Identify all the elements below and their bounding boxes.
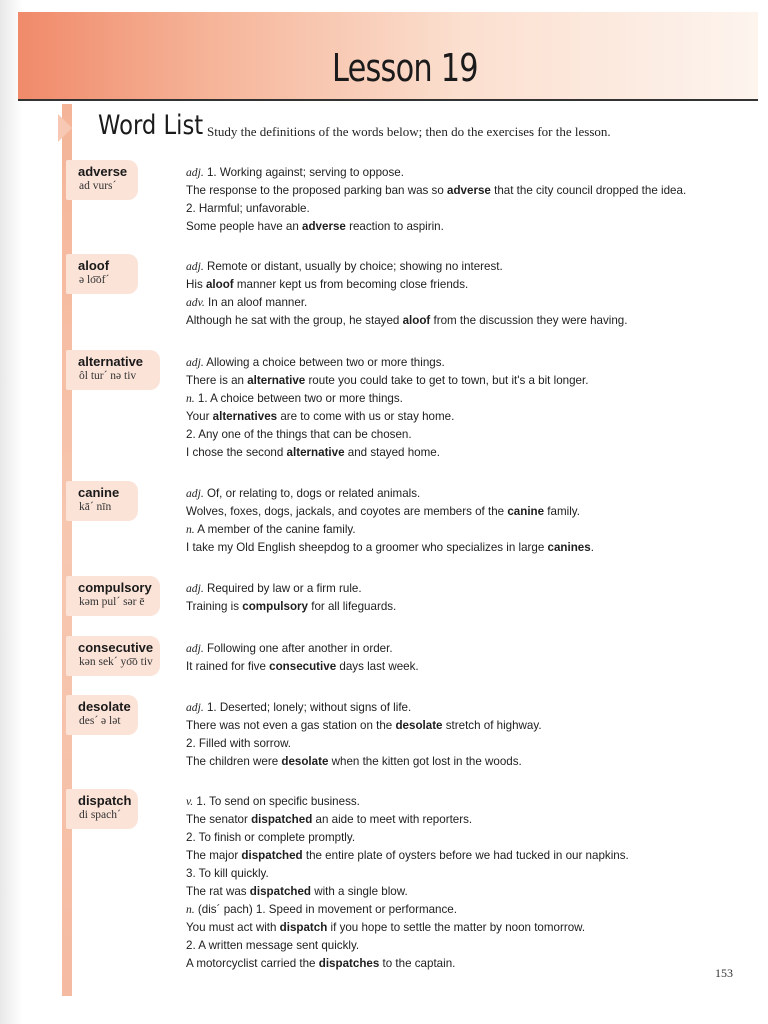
definitions <box>186 258 627 330</box>
definition-line: adj. Remote or distant, usually by choice; showing no interest. <box>186 260 503 273</box>
definition-line: The response to the proposed parking ban was so adverse that the city council dropped the idea. <box>186 184 687 197</box>
definition-line: You must act with dispatch if you hope to settle the matter by noon tomorrow. <box>186 921 586 934</box>
definition-line: adj. Following one after another in order. <box>186 642 393 655</box>
page-number: 153 <box>715 966 733 980</box>
definition-line: 2. A written message sent quickly. <box>186 939 360 952</box>
definition-line: n. 1. A choice between two or more things. <box>186 392 403 405</box>
pronunciation: des´ ə lət <box>79 715 121 727</box>
pronunciation: kā´ nīn <box>79 501 112 513</box>
pronunciation: ə lo͞of´ <box>79 274 110 286</box>
definition-line: His aloof manner kept us from becoming close friends. <box>186 278 469 291</box>
word-list-heading: Word List <box>98 110 204 141</box>
definition-line: adj. 1. Working against; serving to oppose. <box>186 166 404 179</box>
side-bar <box>62 104 72 996</box>
header-rule <box>18 99 758 101</box>
pronunciation: kən sek´ yo͞o tiv <box>79 656 153 668</box>
definition-line: The major dispatched the entire plate of oysters before we had tucked in our napkins. <box>186 849 629 862</box>
definition-line: adj. Of, or relating to, dogs or related animals. <box>186 487 421 500</box>
definition-line: A motorcyclist carried the dispatches to the captain. <box>186 957 456 970</box>
definition-line: 2. Filled with sorrow. <box>186 737 292 750</box>
definitions <box>186 699 542 771</box>
pronunciation: kəm pul´ sər ē <box>79 596 145 608</box>
headword: consecutive <box>78 640 154 655</box>
definition-line: 2. Harmful; unfavorable. <box>186 202 310 215</box>
definition-line: 3. To kill quickly. <box>186 867 269 880</box>
definitions <box>186 485 594 557</box>
definitions <box>186 793 629 973</box>
page-left-edge <box>0 0 22 1024</box>
definition-line: n. (dis´ pach) 1. Speed in movement or performance. <box>186 903 457 916</box>
definition-line: adj. 1. Deserted; lonely; without signs of life. <box>186 701 412 714</box>
headword: dispatch <box>78 793 132 808</box>
definitions <box>186 640 419 676</box>
chevron-icon <box>58 114 72 142</box>
pronunciation: ôl tur´ nə tiv <box>79 370 137 382</box>
definitions <box>186 580 396 616</box>
headword: alternative <box>78 354 144 369</box>
definition-line: 2. To finish or complete promptly. <box>186 831 356 844</box>
definition-line: The rat was dispatched with a single blow. <box>186 885 408 898</box>
definitions <box>186 354 588 462</box>
definition-line: Some people have an adverse reaction to aspirin. <box>186 220 444 233</box>
definition-line: 2. Any one of the things that can be chosen. <box>186 428 412 441</box>
definition-line: I chose the second alternative and stayed home. <box>186 446 440 459</box>
definition-line: I take my Old English sheepdog to a groomer who specializes in large canines. <box>186 541 594 554</box>
definition-line: adv. In an aloof manner. <box>186 296 308 309</box>
headword: canine <box>78 485 120 500</box>
headword: adverse <box>78 164 128 179</box>
definition-line: Wolves, foxes, dogs, jackals, and coyotes are members of the canine family. <box>186 505 580 518</box>
definition-line: The children were desolate when the kitten got lost in the woods. <box>186 755 522 768</box>
word-list-instructions: Study the definitions of the words below; then do the exercises for the lesson. <box>207 124 611 139</box>
headword: desolate <box>78 699 131 714</box>
headword: compulsory <box>78 580 152 595</box>
definition-line: The senator dispatched an aide to meet with reporters. <box>186 813 473 826</box>
pronunciation: ad vurs´ <box>79 180 117 192</box>
definition-line: Training is compulsory for all lifeguards. <box>186 600 397 613</box>
definition-line: There was not even a gas station on the desolate stretch of highway. <box>186 719 542 732</box>
definition-line: Although he sat with the group, he stayed aloof from the discussion they were having. <box>186 314 628 327</box>
definition-line: n. A member of the canine family. <box>186 523 356 536</box>
definition-line: It rained for five consecutive days last week. <box>186 660 419 673</box>
pronunciation: di spach´ <box>79 809 121 821</box>
definition-line: adj. Required by law or a firm rule. <box>186 582 362 595</box>
definition-line: Your alternatives are to come with us or stay home. <box>186 410 455 423</box>
headword: aloof <box>78 258 110 273</box>
definitions <box>186 164 686 236</box>
definition-line: adj. Allowing a choice between two or more things. <box>186 356 445 369</box>
definition-line: There is an alternative route you could take to get to town, but it's a bit longer. <box>186 374 589 387</box>
definition-line: v. 1. To send on specific business. <box>186 795 360 808</box>
lesson-title: Lesson 19 <box>332 46 478 90</box>
